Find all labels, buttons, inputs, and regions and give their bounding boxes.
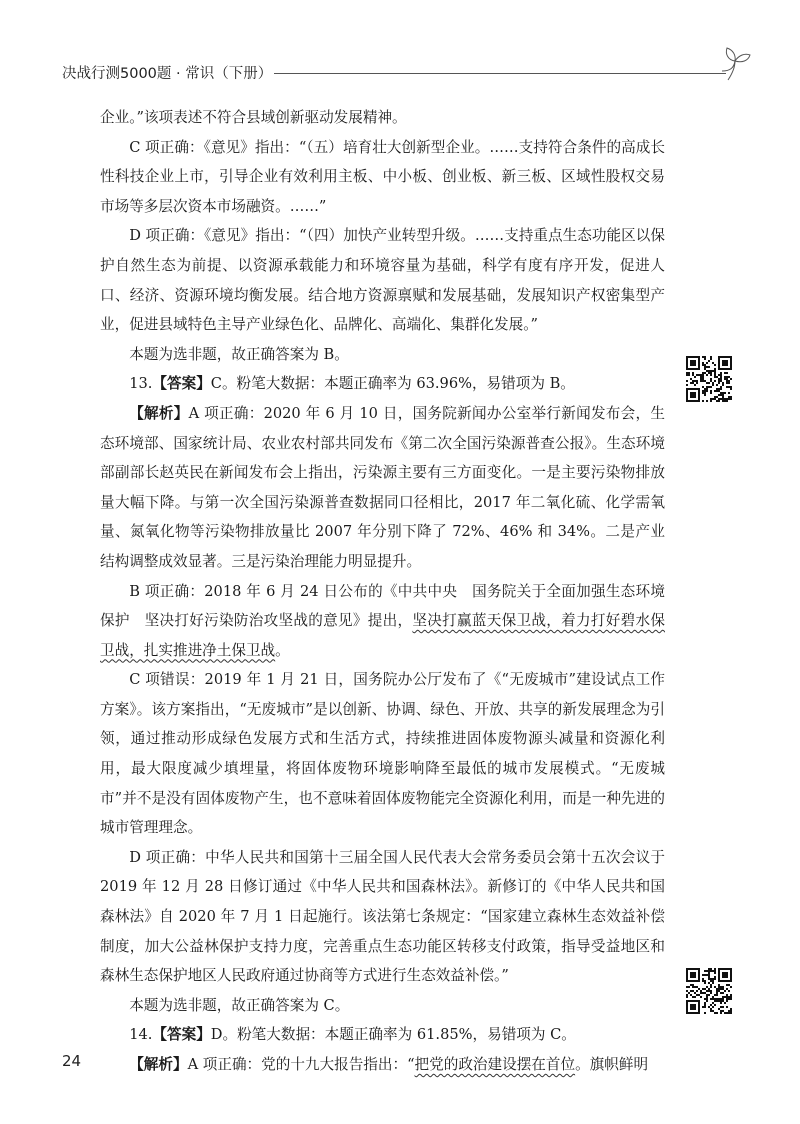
- paragraph: D 项正确：《意见》指出：“（四）加快产业转型升级。……支持重点生态功能区以保护自然生态为前提、以资源承载能力和环境容量为基础，科学有度有序开发，促进人口、经济、资源环境均衡发展。结合地方资源禀赋和发展基础，发展知识产权密集型产业，促进县域特色主导产业绿色化、品牌化、高端化、集群化发展。”: [100, 227, 665, 334]
- qr-code-icon[interactable]: [686, 356, 732, 402]
- question-number: 13.: [129, 375, 153, 393]
- question-number: 14.: [129, 1026, 153, 1044]
- qr-code-icon[interactable]: [686, 968, 732, 1014]
- book-title: 决战行测5000题 · 常识（下册）: [62, 66, 273, 82]
- analysis-text: 。: [275, 641, 290, 659]
- paragraph: 企业。”该项表述不符合县域创新驱动发展精神。: [100, 109, 407, 126]
- analysis-text: A 项正确：2020 年 6 月 10 日，国务院新闻办公室举行新闻发布会，生态环境部、国家统计局、农业农村部共同发布《第二次全国污染源普查公报》。生态环境部副部长赵英民在新闻发布会上指出，污染源主要有三方面变化。一是主要污染物排放量大幅下降。与第一次全国污染源普查数据同口径相比，2017 年二氧化硫、化学需氧量、氮氧化物等污染物排放量比 2007 年分别下降了 72%、46% 和 34%。二是产业结构调整成效显著。三是污染治理能力明显提升。: [100, 404, 665, 570]
- running-header: [62, 60, 752, 86]
- analysis-text: A 项正确：党的十九大报告指出：“: [187, 1056, 415, 1073]
- paragraph: 本题为选非题，故正确答案为 B。: [129, 345, 349, 363]
- q13-analysis-d: D 项正确：中华人民共和国第十三届全国人民代表大会常务委员会第十五次会议于 2019 年 12 月 28 日修订通过《中华人民共和国森林法》。新修订的《中华人民共和国森林法》自 2020 年 7 月 1 日起施行。该法第七条规定：“国家建立森林生态效益补偿制度，加大公益林保护支持力度，完善重点生态功能区转移支付政策，指导受益地区和森林生态保护地区人民政府通过协商等方式进行生态效益补偿。”: [100, 848, 665, 985]
- leaf-sprout-icon: [718, 46, 752, 82]
- q13-answer: [100, 369, 665, 399]
- paragraph: C 项正确：《意见》指出：“（五）培育壮大创新型企业。……支持符合条件的高成长性科技企业上市，引导企业有效利用主板、中小板、创业板、新三板、区域性股权交易市场等多层次资本市场融资。……”: [100, 138, 665, 215]
- q14-answer: [100, 1020, 665, 1050]
- analysis-text: 。旗帜鲜明: [575, 1056, 649, 1073]
- q13-analysis-a: [100, 399, 665, 577]
- q14-analysis-a: [100, 1050, 665, 1080]
- page-body: [100, 103, 665, 1080]
- q13-conclusion: 本题为选非题，故正确答案为 C。: [129, 996, 350, 1014]
- page-number: 24: [62, 1052, 82, 1070]
- analysis-text: B 项正确：2018 年 6 月 24 日公布的《中共中央 国务院关于全面加强生态环境保护 坚决打好污染防治攻坚战的意见》提出，: [100, 582, 665, 630]
- q13-analysis-c: C 项错误：2019 年 1 月 21 日，国务院办公厅发布了《“无废城市”建设试点工作方案》。该方案指出，“无废城市”是以创新、协调、绿色、开放、共享的新发展理念为引领，通过推动形成绿色发展方式和生活方式，持续推进固体废物源头减量和资源化利用，最大限度减少填埋量，将固体废物环境影响降至最低的城市发展模式。“无废城市”并不是没有固体废物产生，也不意味着固体废物能完全资源化利用，而是一种先进的城市管理理念。: [100, 671, 665, 837]
- highlighted-text: 坚决打赢蓝天保卫战，着力打好碧水保卫战，扎实推进净土保卫战: [100, 612, 665, 659]
- analysis-label: 【解析】: [129, 1056, 188, 1073]
- answer-text: C。粉笔大数据：本题正确率为 63.96%，易错项为 B。: [210, 375, 575, 393]
- answer-label: 【答案】: [152, 375, 211, 393]
- answer-label: 【答案】: [152, 1026, 211, 1044]
- analysis-label: 【解析】: [129, 404, 189, 422]
- answer-text: D。粉笔大数据：本题正确率为 61.85%，易错项为 C。: [210, 1026, 576, 1044]
- q13-analysis-b: [100, 577, 665, 666]
- highlighted-text: 把党的政治建设摆在首位: [414, 1056, 576, 1073]
- header-rule: [274, 73, 726, 74]
